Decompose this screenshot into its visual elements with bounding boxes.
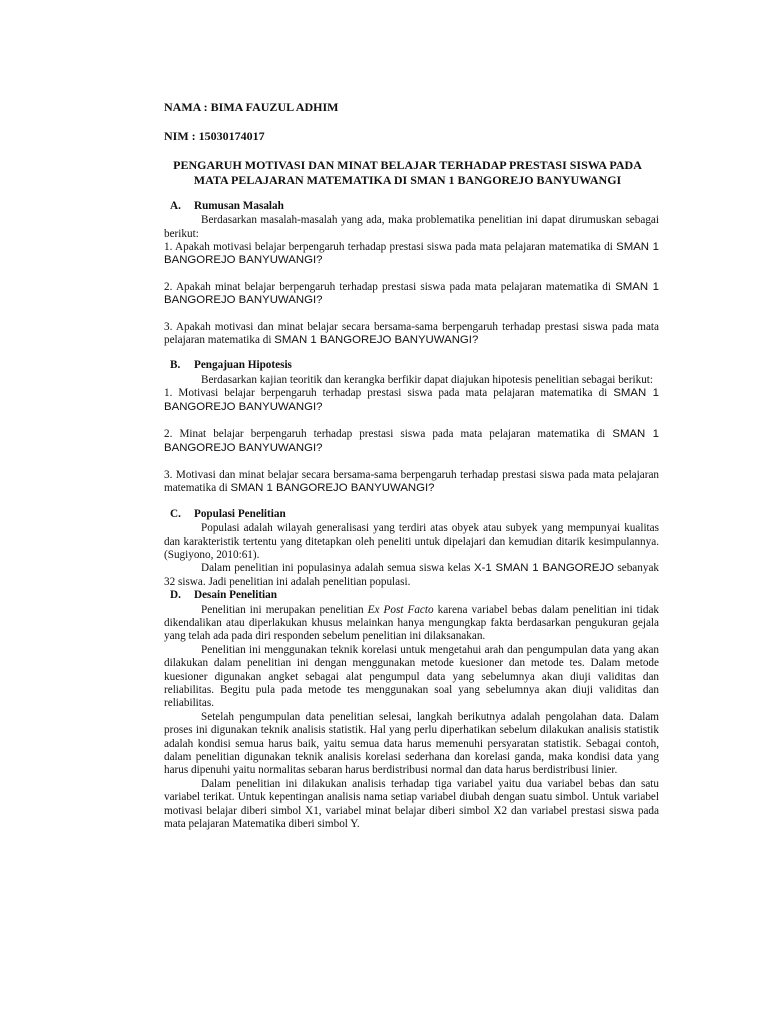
document-content [164,101,659,831]
student-nim: NIM : 15030174017 [164,129,265,144]
section-d-paragraph-1 [164,604,659,644]
section-d-title: Desain Penelitian [194,589,277,602]
section-a-title: Rumusan Masalah [194,199,284,212]
section-c-paragraph-2 [164,562,659,589]
question-1 [164,241,659,268]
hypothesis-1-text: 1. Motivasi belajar berpengaruh terhadap prestasi siswa pada mata pelajaran matematika di [164,387,608,400]
section-d-paragraph-4: Dalam penelitian ini dilakukan analisis terhadap tiga variabel yaitu dua variabel bebas dan satu variabel terikat. Untuk kepentingan analisis nama setiap variabel diubah dengan suatu simbol. Untuk variabel motivasi belajar diberi simbol X1, variabel minat belajar diberi simbol X2 dan variabel prestasi siswa pada mata pelajaran Matematika diberi simbol Y. [164,777,659,831]
question-3 [164,321,659,348]
section-c-heading [164,508,659,521]
section-c-title: Populasi Penelitian [194,507,286,520]
section-d-letter: D. [170,589,181,602]
document-title [150,158,665,188]
question-3-text: 3. Apakah motivasi dan minat belajar secara bersama-sama berpengaruh terhadap prestasi siswa pada mata pelajaran matematika di [164,320,659,347]
hypothesis-3-text: 3. Motivasi dan minat belajar secara bersama-sama berpengaruh terhadap prestasi siswa pada mata pelajaran matematika di [164,468,659,495]
hypothesis-2-text: 2. Minat belajar berpengaruh terhadap prestasi siswa pada mata pelajaran matematika di [164,428,606,441]
section-b-title: Pengajuan Hipotesis [194,359,292,372]
hypothesis-2 [164,428,659,455]
question-2-text: 2. Apakah minat belajar berpengaruh terhadap prestasi siswa pada mata pelajaran matematika di [164,280,611,293]
section-d-p1-pre: Penelitian ini merupakan penelitian [201,603,364,616]
section-c-p2-school: X-1 SMAN 1 BANGOREJO [474,562,614,575]
section-c-p2-post: sebanyak 32 siswa. Jadi penelitian ini adalah penelitian populasi. [164,562,660,588]
question-2 [164,281,659,308]
section-d-p1-post: karena variabel bebas dalam penelitian ini tidak dikendalikan atau diperlakukan khusus melainkan hanya mengungkap fakta berdasarkan pengukuran gejala yang telah ada pada diri responden sebelum penelitian ini dilaksanakan. [164,603,660,643]
question-1-school: SMAN 1 BANGOREJO BANYUWANGI? [164,241,659,267]
section-d-paragraph-2: Penelitian ini menggunakan teknik korelasi untuk mengetahui arah dan pengumpulan data yang akan dilakukan dalam penelitian ini dengan menggunakan metode kuesioner dan metode tes. Dalam metode kuesioner digunakan angket sebagai alat pengumpul data yang sebelumnya akan diuji validitas dan reliabilitas. Begitu pula pada metode tes menggunakan soal yang sebelumnya akan diuji validitas dan reliabilitas. [164,643,659,710]
student-name: NAMA : BIMA FAUZUL ADHIM [164,100,339,114]
section-c-letter: C. [170,507,181,520]
hypothesis-1-school: SMAN 1 BANGOREJO BANYUWANGI? [164,387,659,413]
hypothesis-1 [164,387,659,414]
question-2-school: SMAN 1 BANGOREJO BANYUWANGI? [164,280,660,307]
section-a-heading [164,200,659,213]
hypothesis-3-school: SMAN 1 BANGOREJO BANYUWANGI? [230,482,435,495]
question-3-school: SMAN 1 BANGOREJO BANYUWANGI? [274,334,479,347]
question-1-text: 1. Apakah motivasi belajar berpengaruh terhadap prestasi siswa pada mata pelajaran matematika di [164,241,613,254]
section-a-letter: A. [170,199,181,212]
section-b-letter: B. [170,359,181,372]
section-c-paragraph-1: Populasi adalah wilayah generalisasi yang terdiri atas obyek atau subyek yang mempunyai kualitas dan karakteristik tertentu yang ditetapkan oleh peneliti untuk dipelajari dan kemudian ditarik kesimpulannya. (Sugiyono, 2010:61). [164,522,659,561]
section-b-heading [164,359,659,372]
title-line-1: PENGARUH MOTIVASI DAN MINAT BELAJAR TERHADAP PRESTASI SISWA PADA [173,157,642,172]
section-d-p1-italic: Ex Post Facto [367,603,434,616]
section-a-intro: Berdasarkan masalah-masalah yang ada, maka problematika penelitian ini dapat dirumuskan sebagai berikut: [164,214,659,240]
hypothesis-3 [164,469,659,496]
section-c-p2-pre: Dalam penelitian ini populasinya adalah semua siswa kelas [201,562,471,575]
section-d-paragraph-3: Setelah pengumpulan data penelitian selesai, langkah berikutnya adalah pengolahan data. Dalam proses ini digunakan teknik analisis statistik. Hal yang perlu diperhatikan sebelum dilakukan analisis statistik adalah kondisi semua harus baik, yaitu semua data harus memenuhi persyaratan statistik. Sebagai contoh, dalam penelitian digunakan teknik analisis korelasi sederhana dan korelasi ganda, maka kondisi data yang harus dipenuhi yaitu normalitas sebaran harus berdistribusi normal dan data harus berdistribusi linier. [164,710,659,777]
section-d-heading [164,589,659,602]
title-line-2: MATA PELAJARAN MATEMATIKA DI SMAN 1 BANGOREJO BANYUWANGI [193,172,622,187]
hypothesis-2-school: SMAN 1 BANGOREJO BANYUWANGI? [164,428,660,454]
section-b-intro: Berdasarkan kajian teoritik dan kerangka berfikir dapat diajukan hipotesis penelitian sebagai berikut: [201,373,654,386]
